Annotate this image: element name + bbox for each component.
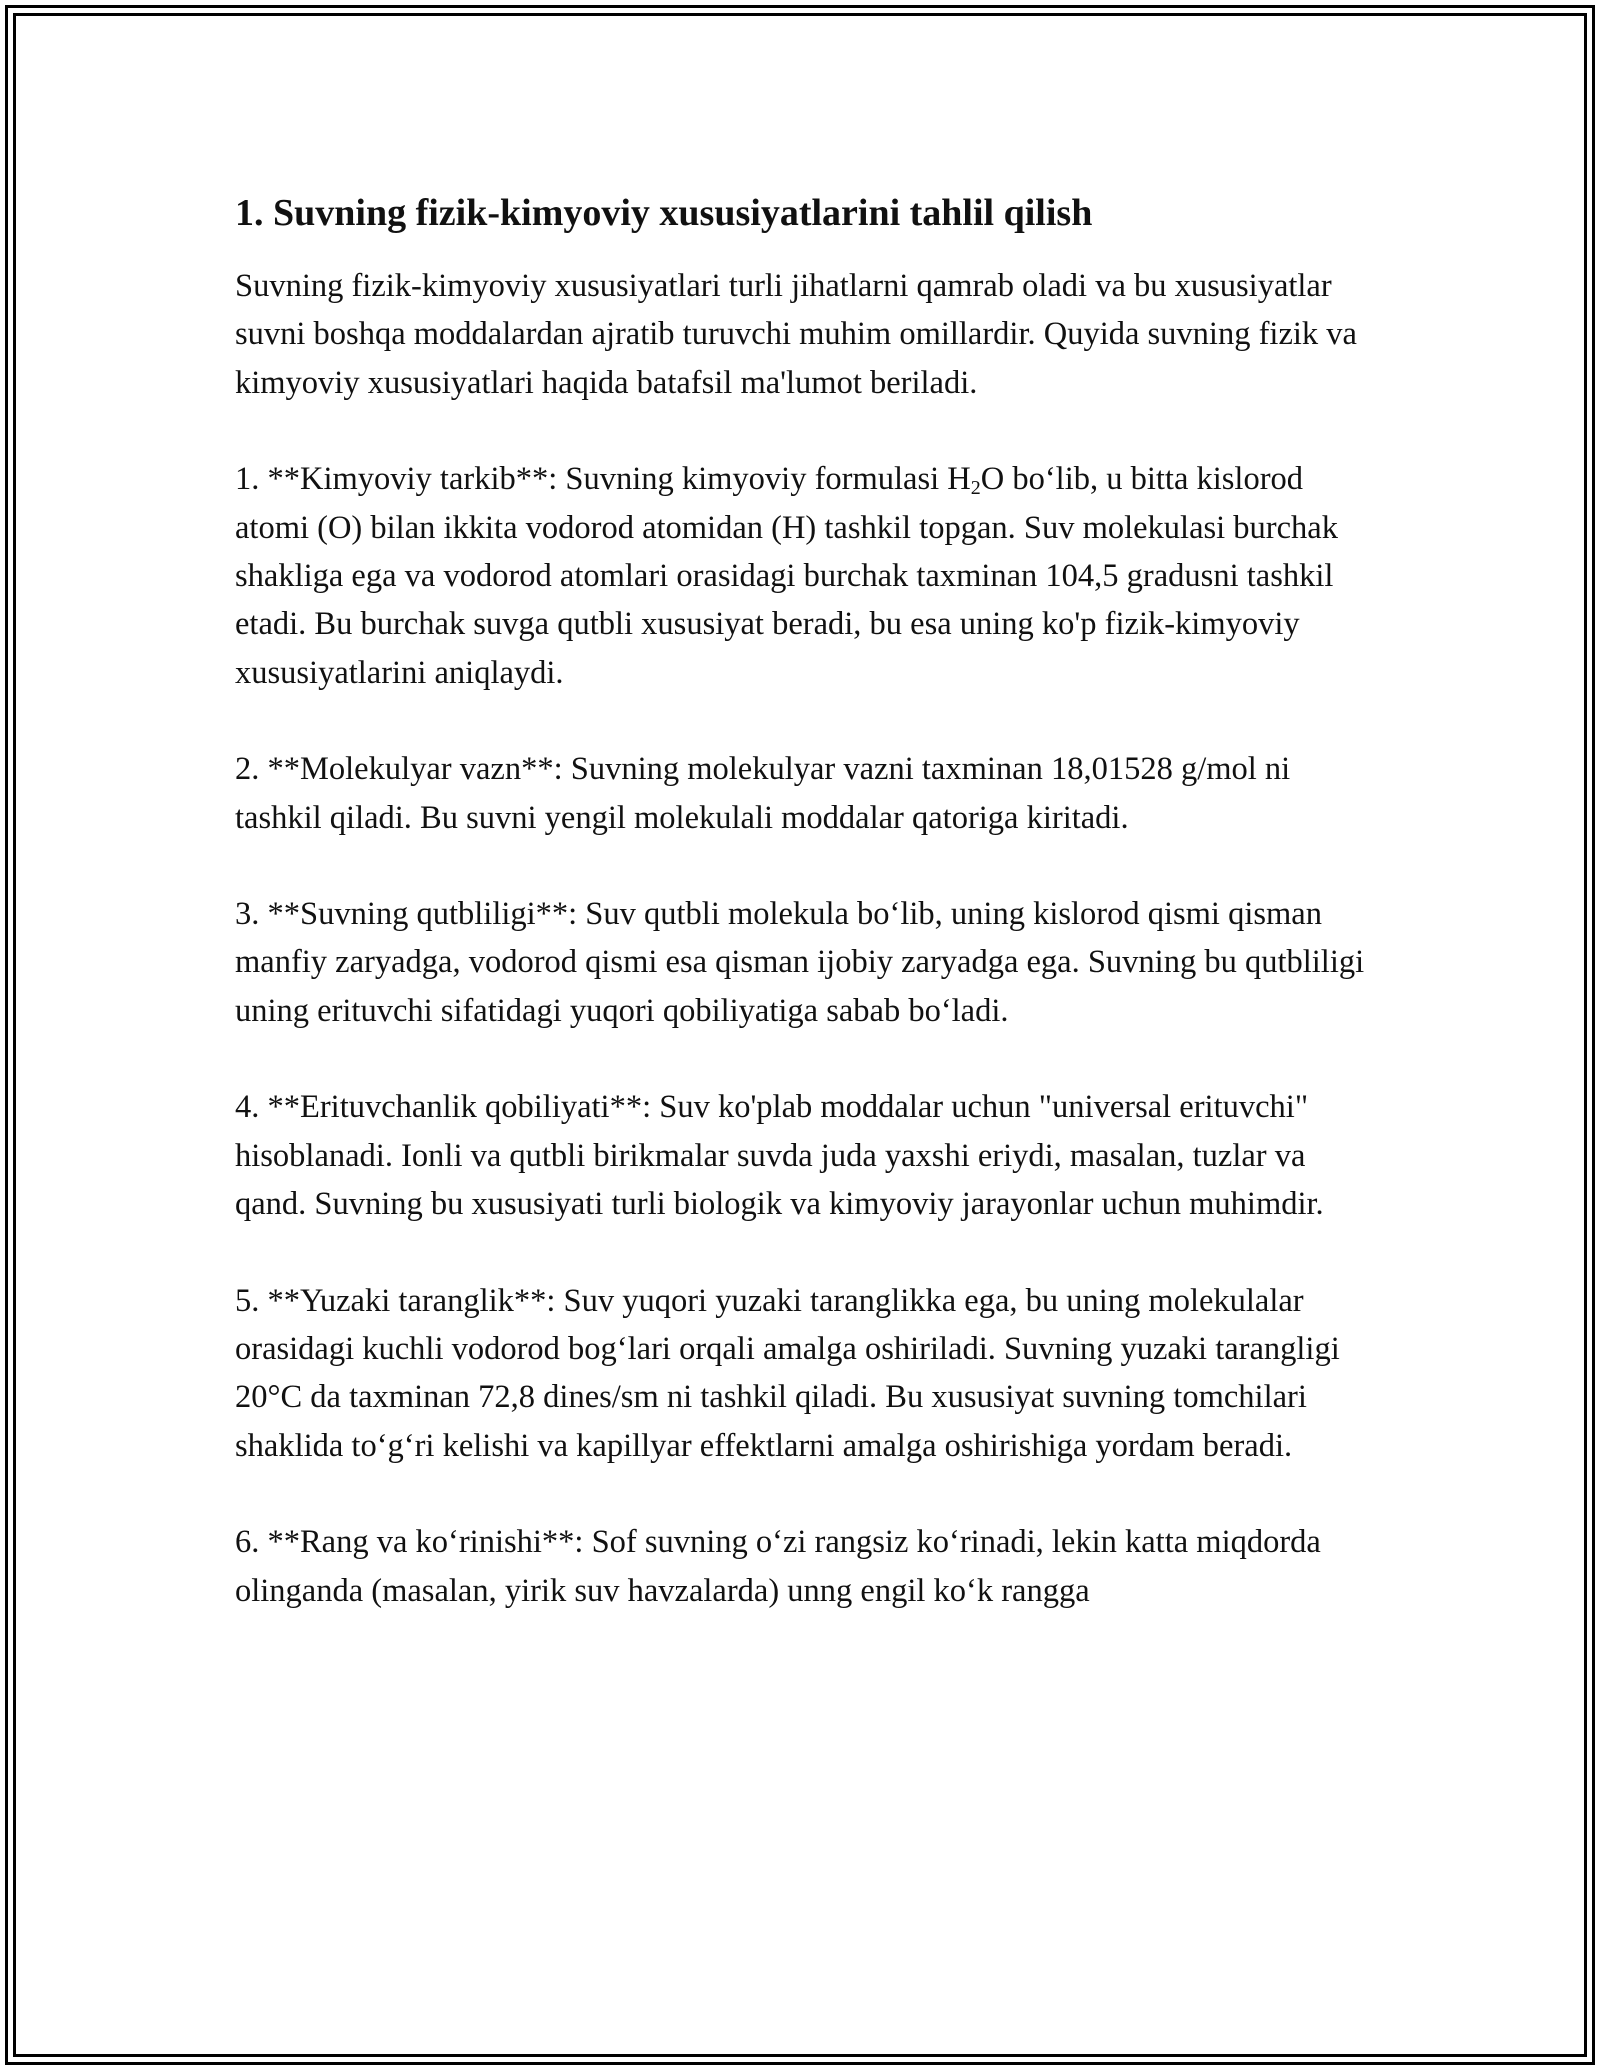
formula-subscript: 2 [970,477,981,500]
paragraph-color-appearance: 6. **Rang va ko‘rinishi**: Sof suvning o‘zi rangsiz ko‘rinadi, lekin katta miqdorda olinganda (masalan, yirik suv havzalarda) unng engil ko‘k rangga [235,1524,1321,1609]
document-body [235,184,1375,1615]
paragraph-solubility: 4. **Erituvchanlik qobiliyati**: Suv ko'plab moddalar uchun "universal erituvchi" hisoblanadi. Ionli va qutbli birikmalar suvda juda yaxshi eriydi, masalan, tuzlar va qand. Suvning bu xususiyati turli biologik va kimyoviy jarayonlar uchun muhimdir. [235,1089,1324,1223]
paragraph-text-before-formula: 1. **Kimyoviy tarkib**: Suvning kimyoviy formulasi H [235,461,971,498]
paragraph-surface-tension: 5. **Yuzaki taranglik**: Suv yuqori yuzaki taranglikka ega, bu uning molekulalar orasidagi kuchli vodorod bog‘lari orqali amalga oshiriladi. Suvning yuzaki tarangligi 20°C da taxminan 72,8 dines/sm ni tashkil qiladi. Bu xususiyat suvning tomchilari shaklida to‘g‘ri kelishi va kapillyar effektlarni amalga oshirishiga yordam beradi. [235,1282,1340,1464]
section-heading: 1. Suvning fizik-kimyoviy xususiyatlarini tahlil qilish [235,192,1093,234]
paragraph-polarity: 3. **Suvning qutbliligi**: Suv qutbli molekula bo‘lib, uning kislorod qismi qisman manfiy zaryadga, vodorod qismi esa qisman ijobiy zaryadga ega. Suvning bu qutbliligi uning erituvchi sifatidagi yuqori qobiliyatiga sabab bo‘ladi. [235,896,1365,1029]
paragraph-chemical-composition [235,455,1375,697]
paragraph-molecular-weight: 2. **Molekulyar vazn**: Suvning molekulyar vazni taxminan 18,01528 g/mol ni tashkil qiladi. Bu suvni yengil molekulali moddalar qatoriga kiritadi. [235,751,1291,836]
intro-paragraph: Suvning fizik-kimyoviy xususiyatlari turli jihatlarni qamrab oladi va bu xususiyatlar suvni boshqa moddalardan ajratib turuvchi muhim omillardir. Quyida suvning fizik va kimyoviy xususiyatlari haqida batafsil ma'lumot beriladi. [235,268,1357,401]
paragraph-text-after-formula: O bo‘lib, u bitta kislorod atomi (O) bilan ikkita vodorod atomidan (H) tashkil topgan. Suv molekulasi burchak shakliga ega va vodorod atomlari orasidagi burchak taxminan 104,5 gradusni tashkil etadi. Bu burchak suvga qutbli xususiyat beradi, bu esa uning ko'p fizik-kimyoviy xususiyatlarini aniqlaydi. [235,461,1338,691]
